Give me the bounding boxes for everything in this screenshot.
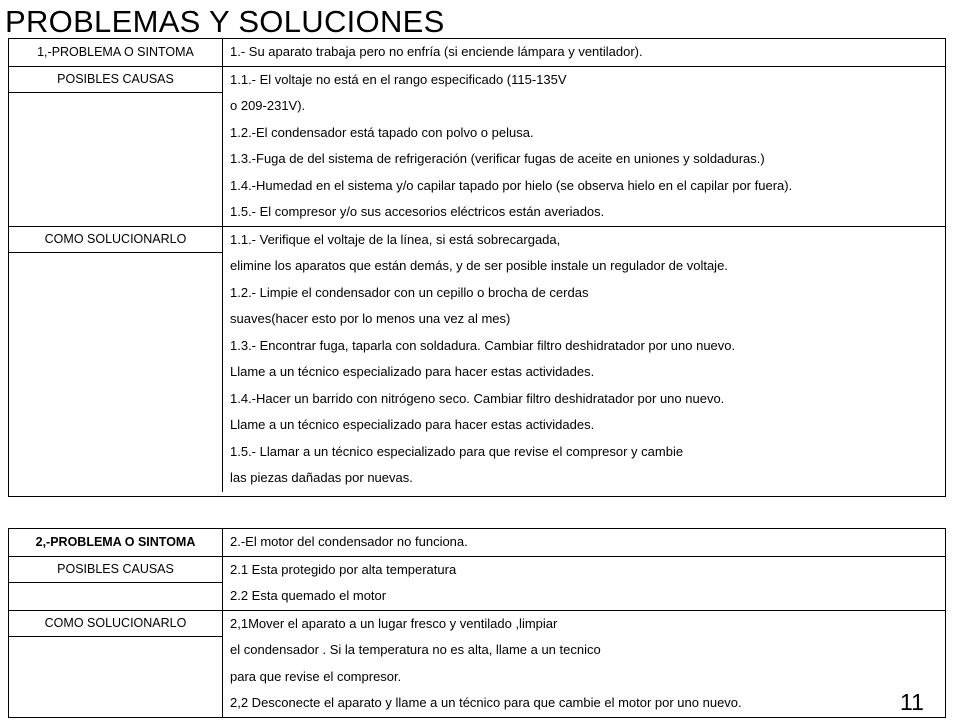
problem-1-header-row [9, 39, 945, 66]
solution-line: 1.1.- Verifique el voltaje de la línea, si está sobrecargada, [230, 231, 561, 247]
problem-1-causes-section [9, 66, 945, 226]
problem-1-table [8, 38, 946, 497]
cause-line: 1.4.-Humedad en el sistema y/o capilar tapado por hielo (se observa hielo en el capilar por fuera). [230, 177, 793, 193]
cause-line: 1.1.- El voltaje no está en el rango especificado (115-135V [230, 71, 567, 87]
solution-line: 1.5.- Llamar a un técnico especializado para que revise el compresor y cambie [230, 443, 684, 459]
problem-1-causes-label: POSIBLES CAUSAS [9, 67, 222, 94]
problem-2-table [8, 528, 946, 718]
problem-1-solutions-label: COMO SOLUCIONARLO [9, 227, 222, 254]
solution-line: 2,2 Desconecte el aparato y llame a un técnico para que cambie el motor por uno nuevo. [230, 695, 742, 710]
solution-line: elimine los aparatos que están demás, y de ser posible instale un regulador de voltaje. [230, 258, 728, 273]
problem-2-causes-section [9, 556, 945, 610]
solution-line: las piezas dañadas por nuevas. [230, 470, 413, 485]
problem-2-label: 2,-PROBLEMA O SINTOMA [9, 529, 223, 556]
cause-line: o 209-231V). [230, 98, 306, 113]
solution-line: 1.3.- Encontrar fuga, taparla con soldadura. Cambiar filtro deshidratador por uno nuevo. [230, 337, 736, 353]
page-number: 11 [900, 689, 924, 715]
problem-2-causes-label: POSIBLES CAUSAS [9, 557, 222, 584]
problem-2-text: 2.-El motor del condensador no funciona. [230, 534, 468, 549]
problem-2-header-row [9, 529, 945, 556]
solution-line: para que revise el compresor. [230, 668, 402, 684]
cause-line: 2.2 Esta quemado el motor [230, 588, 387, 603]
problem-2-solutions-label: COMO SOLUCIONARLO [9, 611, 222, 638]
page-title: PROBLEMAS Y SOLUCIONES [5, 4, 445, 39]
cause-line: 1.2.-El condensador está tapado con polvo o pelusa. [230, 124, 534, 140]
solution-line: 1.2.- Limpie el condensador con un cepillo o brocha de cerdas [230, 284, 589, 300]
solution-line: suaves(hacer esto por lo menos una vez al mes) [230, 311, 511, 326]
solution-line: 1.4.-Hacer un barrido con nitrógeno seco. Cambiar filtro deshidratador por uno nuevo. [230, 390, 725, 406]
solution-line: el condensador . Si la temperatura no es alta, llame a un tecnico [230, 642, 601, 657]
problem-1-text: 1.- Su aparato trabaja pero no enfría (si enciende lámpara y ventilador). [230, 44, 643, 59]
cause-line: 1.3.-Fuga de del sistema de refrigeración (verificar fugas de aceite en uniones y soldaduras.) [230, 151, 765, 166]
solution-line: Llame a un técnico especializado para hacer estas actividades. [230, 417, 595, 432]
problem-2-solutions-section [9, 610, 945, 717]
cause-line: 2.1 Esta protegido por alta temperatura [230, 561, 457, 577]
problem-1-solutions-section [9, 226, 945, 492]
solution-line: 2,1Mover el aparato a un lugar fresco y ventilado ,limpiar [230, 615, 558, 631]
problem-1-label: 1,-PROBLEMA O SINTOMA [9, 39, 223, 66]
cause-line: 1.5.- El compresor y/o sus accesorios eléctricos están averiados. [230, 204, 605, 219]
solution-line: Llame a un técnico especializado para hacer estas actividades. [230, 364, 595, 379]
